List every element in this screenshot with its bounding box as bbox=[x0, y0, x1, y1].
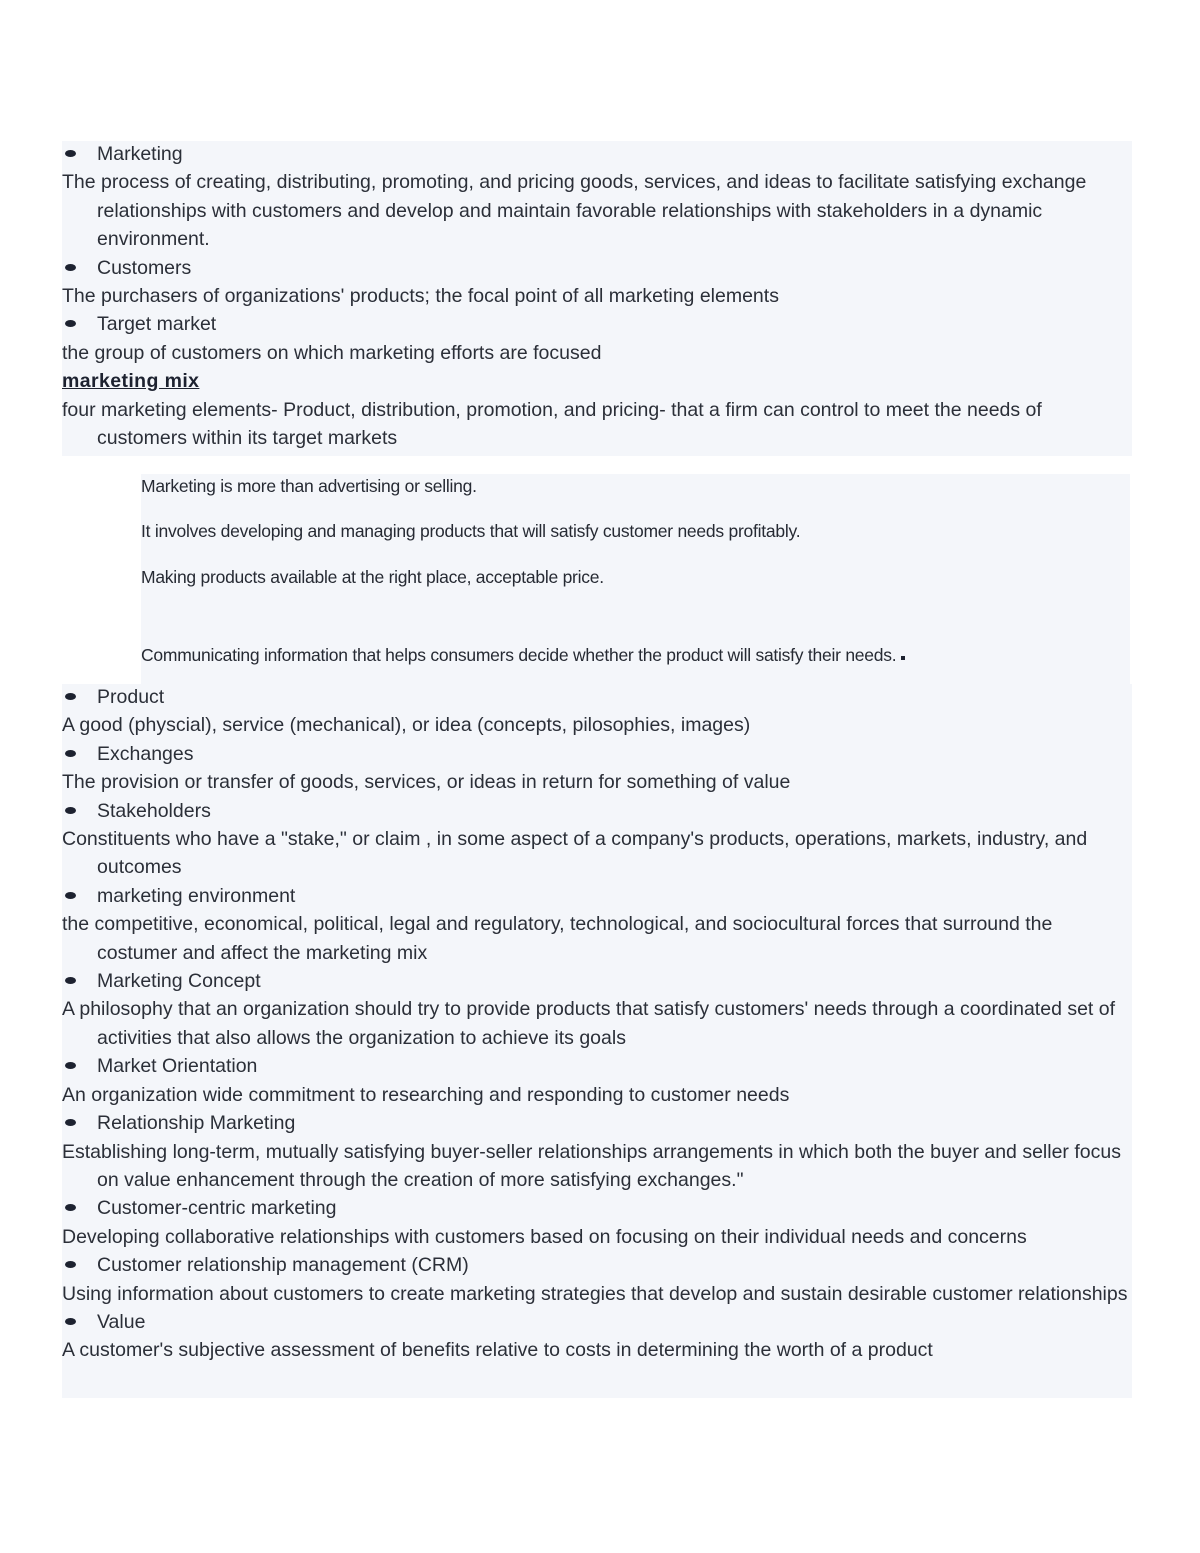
term-label: Value bbox=[97, 1310, 146, 1333]
bullet-icon bbox=[65, 1119, 76, 1126]
bullet-icon bbox=[65, 750, 76, 757]
term-definition: Using information about customers to create marketing strategies that develop and sustain desirable customer relationships bbox=[62, 1282, 1128, 1305]
bullet-icon bbox=[65, 1062, 76, 1069]
term-definition: Developing collaborative relationships with customers based on focusing on their individual needs and concerns bbox=[62, 1225, 1027, 1248]
term-label: Marketing bbox=[97, 143, 183, 165]
note-line bbox=[141, 645, 1121, 666]
term-item bbox=[62, 740, 1132, 768]
term-item bbox=[62, 1194, 1132, 1222]
term-definition: the competitive, economical, political, legal and regulatory, technological, and sociocultural forces that surround the costumer and affect the marketing mix bbox=[62, 913, 1053, 964]
term-item bbox=[62, 1109, 1132, 1137]
bullet-icon bbox=[65, 892, 76, 899]
term-item bbox=[62, 1308, 1132, 1336]
note-line: It involves developing and managing products that will satisfy customer needs profitably. bbox=[141, 521, 801, 541]
bullet-icon bbox=[65, 1261, 76, 1268]
bullet-icon bbox=[65, 264, 76, 271]
term-label: Marketing Concept bbox=[97, 970, 261, 993]
bullet-icon bbox=[65, 807, 76, 814]
term-definition: The provision or transfer of goods, services, or ideas in return for something of value bbox=[62, 771, 791, 794]
term-definition: A customer's subjective assessment of benefits relative to costs in determining the worth of a product bbox=[62, 1339, 933, 1362]
term-definition: Establishing long-term, mutually satisfying buyer-seller relationships arrangements in which both the buyer and seller focus on value enhancement through the creation of more satisfying exchanges." bbox=[62, 1140, 1121, 1191]
term-item bbox=[62, 967, 1132, 995]
note-line: Making products available at the right place, acceptable price. bbox=[141, 567, 604, 587]
term-label: Product bbox=[97, 686, 165, 708]
term-label: marketing environment bbox=[97, 884, 296, 907]
term-definition: The process of creating, distributing, promoting, and pricing goods, services, and ideas to facilitate satisfying exchange relationships with customers and develop and maintain favorable relationships with stakeholders in a dynamic environment. bbox=[62, 171, 1087, 251]
term-label: Customer-centric marketing bbox=[97, 1197, 337, 1220]
bullet-icon bbox=[65, 977, 76, 984]
term-label: Market Orientation bbox=[97, 1055, 258, 1078]
bullet-icon bbox=[65, 320, 76, 327]
note-text: Communicating information that helps consumers decide whether the product will satisfy their needs. bbox=[141, 645, 897, 665]
term-definition: the group of customers on which marketing efforts are focused bbox=[62, 341, 602, 364]
term-label: Stakeholders bbox=[97, 799, 211, 822]
term-item bbox=[62, 254, 1132, 282]
bullet-icon bbox=[65, 693, 76, 700]
term-definition: A philosophy that an organization should try to provide products that satisfy customers' needs through a coordinated set of activities that also allows the organization to achieve its goals bbox=[62, 998, 1116, 1049]
term-item bbox=[62, 1052, 1132, 1080]
term-label: Relationship Marketing bbox=[97, 1112, 296, 1135]
term-label: Target market bbox=[97, 313, 217, 336]
bullet-icon bbox=[65, 1318, 76, 1325]
term-definition: An organization wide commitment to researching and responding to customer needs bbox=[62, 1083, 790, 1106]
term-item bbox=[62, 797, 1132, 825]
term-definition: A good (physcial), service (mechanical), or idea (concepts, pilosophies, images) bbox=[62, 714, 751, 737]
term-label: Customer relationship management (CRM) bbox=[97, 1254, 469, 1277]
bullet-icon bbox=[65, 150, 76, 157]
term-item bbox=[62, 882, 1132, 910]
term-item bbox=[62, 683, 1132, 711]
marketing-mix-heading: marketing mix bbox=[62, 370, 200, 393]
term-definition: Constituents who have a "stake," or claim , in some aspect of a company's products, operations, markets, industry, and outcomes bbox=[62, 828, 1088, 879]
glossary-section-1 bbox=[62, 140, 1132, 452]
marketing-mix-definition: four marketing elements- Product, distribution, promotion, and pricing- that a firm can control to meet the needs of customers within its target markets bbox=[62, 398, 1042, 450]
end-mark-icon bbox=[901, 656, 905, 660]
term-item bbox=[62, 310, 1132, 338]
term-definition: The purchasers of organizations' products; the focal point of all marketing elements bbox=[62, 285, 779, 308]
term-item bbox=[62, 1251, 1132, 1279]
term-label: Exchanges bbox=[97, 742, 194, 765]
glossary-section-2 bbox=[62, 683, 1132, 1365]
term-label: Customers bbox=[97, 256, 192, 279]
note-line: Marketing is more than advertising or selling. bbox=[141, 476, 477, 496]
bullet-icon bbox=[65, 1204, 76, 1211]
term-item bbox=[62, 140, 1132, 168]
